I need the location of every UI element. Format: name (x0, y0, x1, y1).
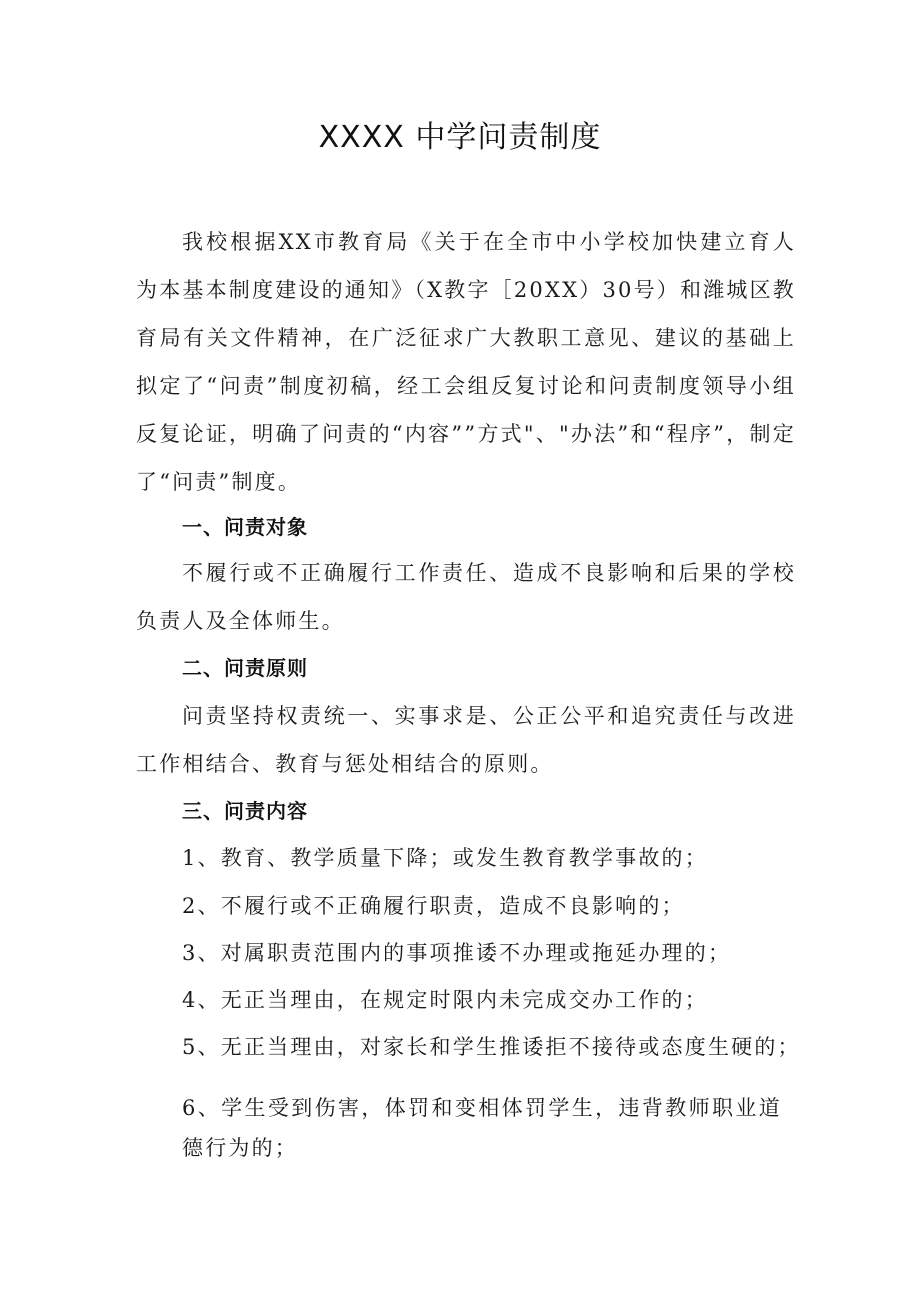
list-item: 1、教育、教学质量下降；或发生教育教学事故的； (182, 846, 708, 870)
section-heading-contents: 三、问责内容 (182, 799, 308, 823)
section-text-principles: 问责坚持权责统一、实事求是、公正公平和追究责任与改进工作相结合、教育与惩处相结合的原则。 (136, 704, 796, 776)
section-text-subjects: 不履行或不正确履行工作责任、造成不良影响和后果的学校负责人及全体师生。 (136, 561, 796, 633)
list-item: 6、学生受到伤害，体罚和变相体罚学生，违背教师职业道德行为的； (182, 1096, 782, 1160)
section-heading-principles: 二、问责原则 (182, 656, 308, 680)
document-title: XXXX 中学问责制度 (318, 120, 602, 155)
list-item: 2、不履行或不正确履行职责，造成不良影响的； (182, 894, 685, 918)
list-item: 3、对属职责范围内的事项推诿不办理或拖延办理的； (182, 941, 732, 965)
intro-paragraph: 我校根据XX市教育局《关于在全市中小学校加快建立育人为本基本制度建设的通知》（X教字［20XX）30号）和潍城区教育局有关文件精神，在广泛征求广大教职工意见、建议的基础上拟定了“问责”制度初稿，经工会组反复讨论和问责制度领导小组反复论证，明确了问责的“内容””方式"、"办法”和“程序”，制定了“问责”制度。 (136, 230, 796, 494)
list-item: 4、无正当理由，在规定时限内未完成交办工作的； (182, 988, 708, 1012)
list-item: 5、无正当理由，对家长和学生推诿拒不接待或态度生硬的； (182, 1035, 801, 1059)
section-heading-subjects: 一、问责对象 (182, 515, 308, 539)
